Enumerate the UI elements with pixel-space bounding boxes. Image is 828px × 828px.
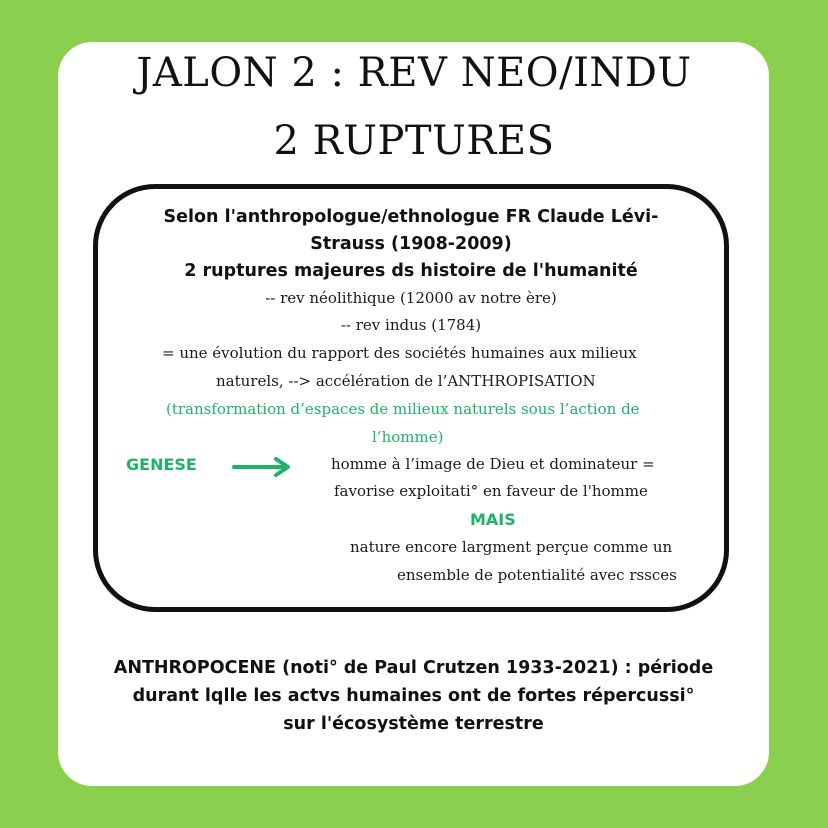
genese-text-line1: homme à l’image de Dieu et dominateur = [331, 455, 655, 473]
page-subtitle: 2 RUPTURES [273, 118, 555, 164]
genese-label: GENESE [126, 455, 197, 474]
mais-text-line2: ensemble de potentialité avec rssces [397, 566, 677, 584]
footer-line3: sur l'écosystème terrestre [283, 714, 544, 734]
evolution-text-line2: naturels, --> accélération de l’ANTHROPISATION [216, 372, 596, 390]
genese-text-line2: favorise exploitati° en faveur de l'homme [334, 482, 648, 500]
right-arrow-icon [232, 456, 294, 478]
box-heading-line2: Strauss (1908-2009) [310, 234, 512, 254]
footer-line2: durant lqlle les actvs humaines ont de fortes répercussi° [132, 686, 695, 706]
rupture-item-industrielle: -- rev indus (1784) [340, 316, 482, 334]
mais-text-line1: nature encore largment perçue comme un [350, 538, 673, 556]
definition-text-line2: l’homme) [372, 428, 444, 446]
footer-line1: ANTHROPOCENE (noti° de Paul Crutzen 1933-2021) : période [113, 658, 714, 678]
evolution-text-line1: = une évolution du rapport des sociétés humaines aux milieux [162, 344, 637, 362]
box-heading-line3: 2 ruptures majeures ds histoire de l'humanité [184, 261, 638, 281]
definition-text-line1: (transformation d’espaces de milieux naturels sous l’action de [166, 400, 640, 418]
box-heading-line1: Selon l'anthropologue/ethnologue FR Claude Lévi- [163, 207, 659, 227]
mais-label: MAIS [470, 510, 516, 529]
page-title: JALON 2 : REV NEO/INDU [136, 50, 692, 96]
rupture-item-neolithique: -- rev néolithique (12000 av notre ère) [265, 289, 557, 307]
